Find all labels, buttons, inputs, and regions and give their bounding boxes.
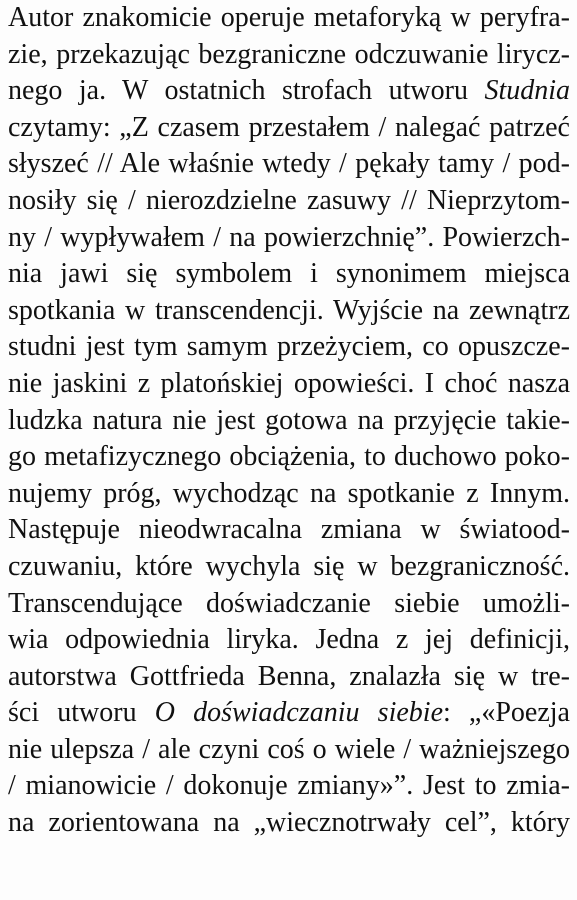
text-line [8,549,570,586]
text-run: ści utworu [8,697,155,729]
text-run: Transcendujące doświadczanie siebie umożli- [8,587,570,619]
italic-title: Studnia [484,75,570,107]
text-run: studni jest tym samym przeżyciem, co opuszcze- [8,331,570,363]
text-run: czuwaniu, które wychyla się w bezgraniczność. [8,550,570,582]
text-line [8,768,570,805]
text-run: / mianowicie / dokonuje zmiany»”. Jest to zmia- [8,770,570,802]
text-line [8,146,570,183]
text-line [8,695,570,732]
text-line [8,293,570,330]
text-run: : „«Poezja [443,697,570,729]
text-line [8,439,570,476]
text-line [8,73,570,110]
text-run: nosiły się / nierozdzielne zasuwy // Nieprzytom- [8,184,570,216]
text-run: nujemy próg, wychodząc na spotkanie z Innym. [8,477,570,509]
text-run: na zorientowana na „wiecznotrwały cel”, który [8,807,570,839]
text-line [8,805,570,842]
text-run: nie jaskini z platońskiej opowieści. I choć nasza [8,367,570,399]
text-run: ny / wypływałem / na powierzchnię”. Powierzch- [8,221,570,253]
text-run: Autor znakomicie operuje metaforyką w peryfra- [8,2,570,33]
text-line [8,366,570,403]
text-line [8,220,570,257]
body-text [8,0,570,842]
text-line [8,403,570,440]
text-run: nego ja. W ostatnich strofach utworu [8,75,485,107]
text-run: autorstwa Gottfrieda Benna, znalazła się w tre- [8,660,570,692]
text-run: ludzka natura nie jest gotowa na przyjęcie takie- [8,404,570,436]
text-run: nia jawi się symbolem i synonimem miejsca [8,258,570,290]
text-line [8,329,570,366]
text-run: go metafizycznego obciążenia, to duchowo poko- [8,441,570,473]
text-line [8,476,570,513]
text-line [8,622,570,659]
italic-title: O doświadczaniu siebie [154,697,443,729]
text-run: zie, przekazując bezgraniczne odczuwanie lirycz- [8,38,570,70]
text-line [8,0,570,37]
text-run: nie ulepsza / ale czyni coś o wiele / ważniejszego [8,733,570,765]
text-run: słyszeć // Ale właśnie wtedy / pękały tamy / pod- [8,148,570,180]
text-line [8,110,570,147]
text-run: spotkania w transcendencji. Wyjście na zewnątrz [8,294,570,326]
text-line [8,586,570,623]
text-line [8,37,570,74]
text-run: wia odpowiednia liryka. Jedna z jej definicji, [8,624,570,656]
text-run: Następuje nieodwracalna zmiana w światood- [8,514,570,546]
text-run: czytamy: „Z czasem przestałem / nalegać patrzeć [8,111,570,143]
text-line [8,256,570,293]
text-line [8,512,570,549]
text-line [8,183,570,220]
text-line [8,659,570,696]
text-line [8,732,570,769]
